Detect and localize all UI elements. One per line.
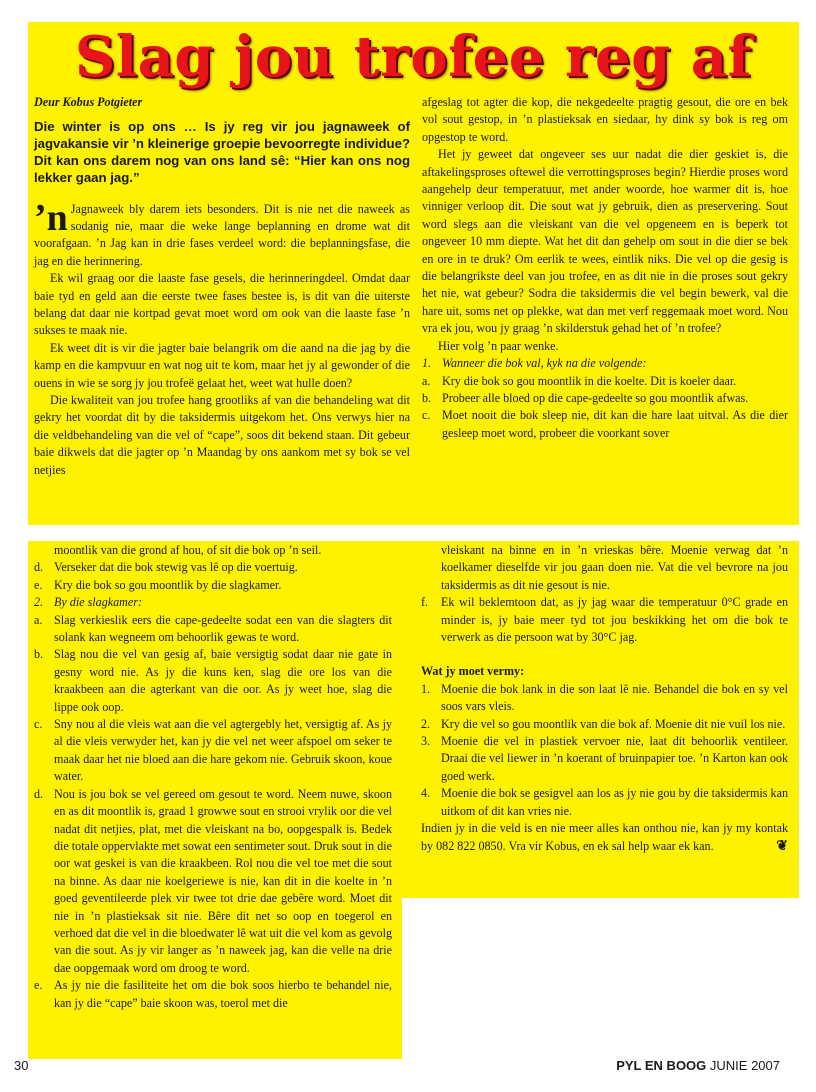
body-paragraph: Die kwaliteit van jou trofee hang grootliks af van die behandeling wat dit gekry het voordat dit by die taksidermis uitgekom het. Ons verwys hier na die veldbehandeling van die vel of “cape”, soos dit bekend staan. Dit gebeur baie dikwels dat die jagter op ’n Maandag by ons aankom met sy bok se vel netjies	[34, 393, 410, 477]
list-item-text: Moenie die bok lank in die son laat lê nie. Behandel die bok en sy vel soos vars vleis.	[441, 681, 788, 714]
list-marker: f.	[421, 595, 429, 610]
section-heading: Wat jy moet vermy:	[421, 664, 525, 679]
list-item-text: As jy nie die fasiliteite het om die bok soos hierbo te behandel nie, kan jy die “cape” baie skoon was, toerol met die	[54, 978, 392, 1010]
body-paragraph: Jagnaweek bly darem iets besonders. Dit is nie net die naweek as sodanig nie, maar die weke lange beplanning en drome wat dit voorafgaan. ’n Jag kan in drie fases verdeel word: die beplanningsfase, die jag en die herinnering.	[34, 201, 410, 268]
list-marker: e.	[34, 978, 43, 993]
list-item	[421, 716, 788, 733]
list-marker: e.	[34, 577, 43, 592]
list-item	[34, 786, 392, 977]
column-3	[34, 542, 392, 1012]
list-number: 4.	[421, 786, 431, 801]
list-item	[422, 407, 788, 442]
list-item	[421, 681, 788, 716]
list-marker: d.	[34, 560, 44, 575]
list-marker: d.	[34, 786, 44, 801]
publication-name: PYL EN BOOG	[616, 1058, 707, 1073]
list-item	[34, 716, 392, 786]
list-item	[34, 977, 392, 1012]
numbered-subheading	[422, 355, 788, 372]
closing-text: Indien jy in die veld is en nie meer alles kan onthou nie, kan jy my kontak by 082 822 0850. Vra vir Kobus, en ek sal help waar ek kan.	[421, 821, 788, 853]
list-item-continuation: moontlik van die grond af hou, of sit die bok op ’n seil.	[54, 543, 322, 557]
list-item-text: Kry die vel so gou moontlik van die bok af. Moenie dit nie vuil los nie.	[441, 716, 786, 731]
list-item-text: Moenie die bok se gesigvel aan los as jy nie gou by die taksidermis kan uitkom of dit kan vries nie.	[441, 786, 788, 818]
list-item	[421, 594, 788, 646]
body-paragraph: afgeslag tot agter die kop, die nekgedeelte pragtig gesout, die ore en bek vol sout gestop, in ’n plastieksak en siedaar, hy dink sy bok is reg om opgestop te word.	[422, 95, 788, 144]
byline: Deur Kobus Potgieter	[34, 95, 143, 109]
list-item	[34, 577, 392, 594]
page-number: 30	[14, 1058, 29, 1073]
intro-paragraph: Die winter is op ons … Is jy reg vir jou jagnaweek of jagvakansie vir ’n kleinerige groepie bevoorregte individue? Dit kan ons darem nog van ons land sê: “Hier kan ons nog lekker gaan jag.”	[34, 119, 410, 185]
list-marker: b.	[422, 390, 432, 405]
issue-date: JUNIE 2007	[709, 1058, 780, 1073]
end-mark-icon: ❦	[776, 838, 788, 854]
list-number: 1.	[422, 356, 432, 371]
closing-paragraph	[421, 820, 788, 855]
list-item	[34, 612, 392, 647]
opening-paragraph	[34, 196, 410, 271]
drop-cap: ’n	[34, 196, 68, 239]
subheading-text: By die slagkamer:	[54, 595, 142, 610]
column-1	[34, 94, 410, 479]
list-marker: a.	[34, 612, 43, 627]
column-2	[422, 94, 788, 442]
list-item-text: Moenie die vel in plastiek vervoer nie, laat dit behoorlik ventileer. Draai die vel liewer in ’n koerant of bruinpapier toe. ’n Karton kan ook goed werk.	[441, 734, 788, 783]
subheading-text: Wanneer die bok val, kyk na die volgende:	[442, 356, 647, 371]
running-footer	[616, 1058, 780, 1074]
list-marker: c.	[422, 408, 431, 423]
list-number: 1.	[421, 681, 431, 696]
list-item-text: Sny nou al die vleis wat aan die vel agtergebly het, versigtig af. As jy al die vleis verwyder het, kan jy die vel net weer afspoel om seker te maak daar het nie bloed aan die hare gekom nie. Gebruik skoon, koue water.	[54, 717, 392, 784]
list-item	[422, 390, 788, 407]
column-4	[421, 542, 788, 855]
list-item	[421, 733, 788, 785]
list-number: 2.	[34, 595, 44, 610]
list-item-text: Kry die bok so gou moontlik in die koelte. Dit is koeler daar.	[442, 373, 737, 388]
body-paragraph: Ek wil graag oor die laaste fase gesels, die herinneringdeel. Omdat daar baie tyd en geld aan die eerste twee fases bestee is, is dit van die uiterste belang dat daar nie kortpad gevat moet word om ook van die laaste fase ’n sukses te maak nie.	[34, 271, 410, 338]
list-item-text: Ek wil beklemtoon dat, as jy jag waar die temperatuur 0°C grade en minder is, jy baie meer tyd tot jou beskikking het om die bok te verwerk as die persoon wat by 30°C jag.	[441, 595, 788, 645]
list-item-text: Moet nooit die bok sleep nie, dit kan die hare laat uitval. As die dier gesleep moet word, probeer die voorkant sover	[442, 408, 788, 440]
list-item-continuation: vleiskant na binne en in ’n vrieskas bêre. Moenie verwag dat ’n koelkamer dieselfde vir jou gaan doen nie. Vat die vel bevrore na jou taksidermis as dit nie gesout is nie.	[441, 543, 788, 592]
list-item	[422, 373, 788, 390]
body-paragraph: Het jy geweet dat ongeveer ses uur nadat die dier geskiet is, die aftakelingsproses oftewel die verrottingsproses begin? Hierdie proses word aangehelp deur temperatuur, met ander woorde, hoe warmer dit is, hoe vinniger verloop dit. Die sout wat jy gebruik, dien as preservering. Sout word slegs aan die vleiskant van die vel opgeneem en is beperk tot ongeveer 10 mm diepte. Wat het dit dan gehelp om sout in die dier se bek en ore in te druk? Om eerlik te wees, eintlik niks. Die vel op die gesig is die belangrikste deel van jou trofee, en as dit nie in die proses sout gekry het nie, wat gebeur? Sodra die taksidermis die vel begin bewerk, val die hare uit, soms net op plekke, wat dan met verf reggemaak moet word. Nou vra ek jou, wou jy graag ’n skilderstuk gehad het of ’n trofee?	[422, 147, 788, 336]
article-title: Slag jou trofee reg af	[74, 24, 753, 90]
body-paragraph: Ek weet dit is vir die jagter baie belangrik om die aand na die jag by die kamp en die kampvuur en wat nog uit te kom, maar het jy al gewonder of die ouens in wie se sorg jy jou trofeë gelaat het, weet wat hulle doen?	[34, 340, 410, 390]
list-item-text: Nou is jou bok se vel gereed om gesout te word. Neem nuwe, skoon en as dit moontlik is, graad 1 growwe sout en strooi vrylik oor die vel nadat dit netjies, plat, met die vleiskant na bo, oopgespalk is. Bedek die totale oppervlakte met sowat een sentimeter sout. Druk sout in die oor wat geskei is van die kraakbeen. Rol nou die vel toe met die sout na binne. As daar nie koelgeriewe is nie, kan dit in die koelte in ’n goed geventileerde plek vir twee tot drie dae gebêre word. Moet dit nie in ’n plastieksak sit nie. Bêre dit net so oop en toegerol en verhoed dat die vel in die bloedwater lê wat uit die vel kom as gevolg van die sout. As jy vir langer as ’n naweek jag, kan die velle na drie dae oopgemaak word om droog te word.	[54, 786, 392, 975]
list-item-text: Slag nou die vel van gesig af, baie versigtig sodat daar nie gate in gesny word nie. As jy die kuns ken, slag die ore los van die kraakbeen aan die agterkant van die oor. As jy weet hoe, slag die lippe ook oop.	[54, 647, 392, 714]
list-number: 3.	[421, 734, 431, 749]
body-paragraph: Hier volg ’n paar wenke.	[438, 338, 559, 353]
list-item-text: Verseker dat die bok stewig vas lê op die voertuig.	[54, 560, 298, 575]
list-item-text: Kry die bok so gou moontlik by die slagkamer.	[54, 577, 282, 592]
list-marker: a.	[422, 373, 431, 388]
list-number: 2.	[421, 716, 431, 731]
list-item	[34, 646, 392, 716]
list-item-text: Slag verkieslik eers die cape-gedeelte sodat een van die slagters dit solank kan wegneem om behoorlik gewas te word.	[54, 612, 392, 645]
list-item	[34, 559, 392, 576]
list-marker: c.	[34, 717, 43, 732]
numbered-subheading	[34, 594, 392, 611]
list-marker: b.	[34, 647, 44, 662]
list-item-text: Probeer alle bloed op die cape-gedeelte so gou moontlik afwas.	[442, 390, 749, 405]
list-item	[421, 785, 788, 820]
